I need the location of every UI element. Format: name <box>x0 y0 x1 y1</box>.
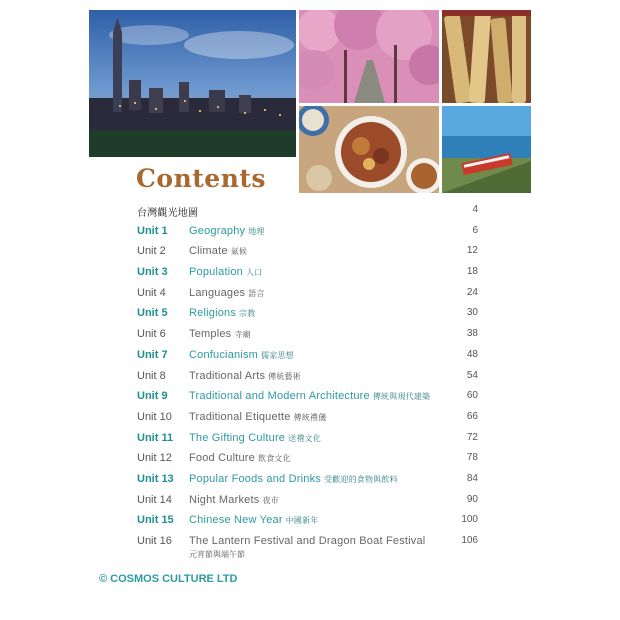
toc-unit-label: Unit 6 <box>137 328 166 341</box>
toc-row-unit-11[interactable] <box>136 429 478 450</box>
toc-page-number: 72 <box>466 431 478 443</box>
toc-topic-chinese: 夜市 <box>262 495 279 505</box>
toc-topic-chinese: 宗教 <box>239 309 256 319</box>
toc-row-unit-13[interactable] <box>136 470 478 491</box>
bamboo-lantern-photo <box>442 10 531 103</box>
toc-topic-chinese: 人口 <box>246 268 263 278</box>
table-of-contents <box>136 201 478 562</box>
toc-unit-label: Unit 7 <box>137 348 168 361</box>
toc-topic-chinese: 元宵節與端午節 <box>189 550 245 559</box>
toc-topic: Chinese New Year <box>189 514 283 527</box>
toc-page-number: 84 <box>466 472 478 484</box>
toc-topic: Traditional and Modern Architecture <box>189 390 370 403</box>
toc-page-number: 6 <box>472 224 478 236</box>
toc-unit-label: Unit 14 <box>137 493 172 506</box>
toc-unit-label: Unit 3 <box>137 266 168 279</box>
toc-map-label: 台灣觀光地圖 <box>137 208 199 219</box>
toc-topic: Climate <box>189 245 228 258</box>
cherry-blossom-photo <box>299 10 439 103</box>
toc-topic: The Lantern Festival and Dragon Boat Festival <box>189 535 426 547</box>
toc-page-number: 24 <box>466 286 478 298</box>
toc-topic-chinese: 氣候 <box>230 247 248 257</box>
toc-unit-label: Unit 2 <box>137 245 166 258</box>
toc-page-number: 30 <box>466 307 478 319</box>
toc-row-unit-14[interactable] <box>136 491 478 512</box>
toc-page-number: 4 <box>472 204 478 215</box>
toc-topic-chinese: 中國新年 <box>285 516 319 526</box>
toc-topic: Popular Foods and Drinks <box>189 472 321 485</box>
toc-topic: Food Culture <box>189 452 255 465</box>
toc-unit-label: Unit 10 <box>137 410 172 423</box>
toc-row-unit-7[interactable] <box>136 346 478 367</box>
toc-page-number: 18 <box>466 266 478 278</box>
toc-unit-label: Unit 5 <box>137 307 168 320</box>
coastal-train-photo <box>442 106 531 193</box>
toc-topic: Population <box>189 266 243 279</box>
toc-topic: Confucianism <box>189 348 259 361</box>
toc-page-number: 66 <box>466 410 478 422</box>
toc-page-number: 106 <box>461 535 478 546</box>
toc-row-unit-15[interactable] <box>136 511 478 532</box>
toc-row-unit-8[interactable] <box>136 367 478 388</box>
toc-page-number: 38 <box>466 328 478 340</box>
toc-topic: Traditional Etiquette <box>189 410 291 423</box>
toc-row-unit-5[interactable] <box>136 304 478 325</box>
toc-topic-chinese: 語言 <box>248 288 265 298</box>
toc-topic-chinese: 傳統與現代建築 <box>372 392 431 402</box>
toc-unit-label: Unit 12 <box>137 452 172 465</box>
toc-topic-chinese: 飲食文化 <box>258 454 291 464</box>
toc-row-unit-3[interactable] <box>136 263 478 284</box>
toc-topic-chinese: 寺廟 <box>234 330 251 340</box>
toc-row-unit-2[interactable] <box>136 242 478 263</box>
toc-topic-chinese: 地理 <box>248 226 265 236</box>
toc-row-unit-10[interactable] <box>136 408 478 429</box>
toc-page-number: 54 <box>466 369 478 381</box>
toc-topic: Temples <box>189 328 232 341</box>
toc-page-number: 100 <box>461 514 478 526</box>
toc-topic: Languages <box>189 286 246 299</box>
toc-page-number: 90 <box>466 493 478 505</box>
toc-unit-label: Unit 15 <box>137 514 174 527</box>
toc-page-number: 12 <box>466 245 478 257</box>
toc-topic: Night Markets <box>189 493 260 506</box>
toc-unit-label: Unit 8 <box>137 369 166 382</box>
toc-row-unit-12[interactable] <box>136 449 478 470</box>
toc-unit-label: Unit 16 <box>137 535 172 547</box>
toc-page-number: 48 <box>466 348 478 360</box>
toc-unit-label: Unit 1 <box>137 224 168 237</box>
toc-topic: The Gifting Culture <box>189 431 286 444</box>
toc-row-map[interactable] <box>136 201 478 222</box>
toc-topic-chinese: 受歡迎的食物與飲料 <box>323 474 398 484</box>
taipei-skyline-photo <box>89 10 296 157</box>
toc-topic-chinese: 儒家思想 <box>261 350 294 360</box>
toc-unit-label: Unit 11 <box>137 431 174 444</box>
toc-topic: Geography <box>189 224 246 237</box>
toc-row-unit-4[interactable] <box>136 284 478 305</box>
toc-unit-label: Unit 13 <box>137 472 174 485</box>
braised-food-photo <box>299 106 439 193</box>
toc-page-number: 78 <box>466 452 478 464</box>
toc-topic-chinese: 送禮文化 <box>288 433 321 443</box>
toc-unit-label: Unit 4 <box>137 286 166 299</box>
toc-topic: Traditional Arts <box>189 369 266 382</box>
toc-page-number: 60 <box>466 390 478 402</box>
toc-row-unit-6[interactable] <box>136 325 478 346</box>
toc-topic-chinese: 傳統藝術 <box>268 371 301 381</box>
toc-topic: Religions <box>189 307 237 320</box>
toc-row-unit-9[interactable] <box>136 387 478 408</box>
toc-row-unit-16[interactable] <box>136 532 478 562</box>
toc-topic-chinese: 傳統禮儀 <box>293 412 327 422</box>
copyright-notice: © COSMOS CULTURE LTD <box>99 573 238 585</box>
toc-row-unit-1[interactable] <box>136 222 478 243</box>
contents-title: Contents <box>136 164 267 193</box>
toc-unit-label: Unit 9 <box>137 390 168 403</box>
